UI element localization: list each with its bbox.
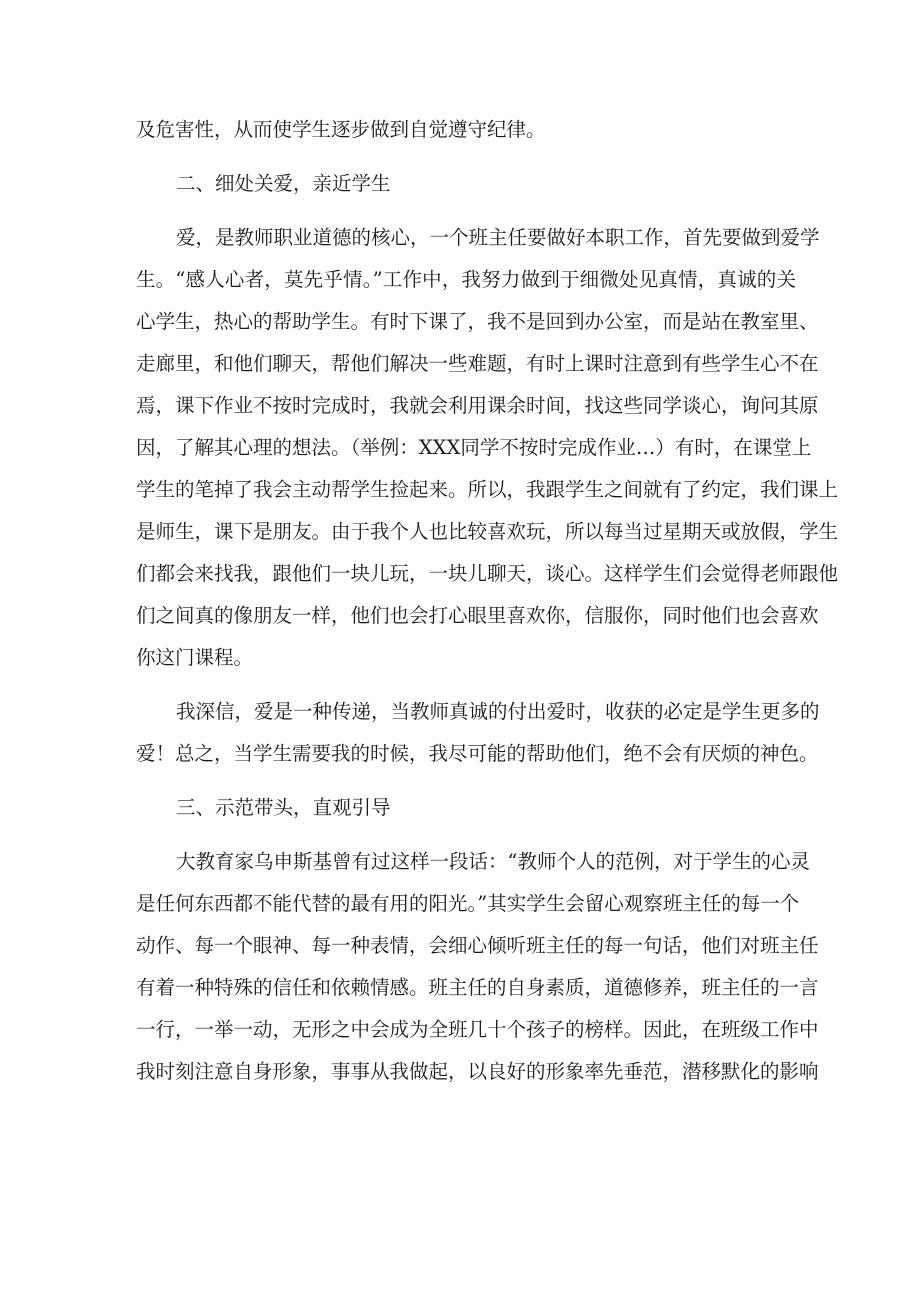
section-heading: 三、示范带头，直观引导 (176, 796, 391, 819)
paragraph-line: 心学生，热心的帮助学生。有时下课了，我不是回到办公室，而是站在教室里、 (136, 310, 819, 333)
paragraph-line: 学生的笔掉了我会主动帮学生捡起来。所以，我跟学生之间就有了约定，我们课上 (136, 478, 839, 501)
paragraph-line: 生。“感人心者，莫先乎情。”工作中，我努力做到于细微处见真情，真诚的关 (136, 268, 796, 291)
paragraph-line: 是师生，课下是朋友。由于我个人也比较喜欢玩，所以每当过星期天或放假，学生 (136, 520, 839, 543)
paragraph-line: 有着一种特殊的信任和依赖情感。班主任的自身素质，道德修养，班主任的一言 (136, 976, 819, 999)
paragraph-line: 爱！总之，当学生需要我的时候，我尽可能的帮助他们，绝不会有厌烦的神色。 (136, 742, 819, 765)
paragraph-line: 爱，是教师职业道德的核心，一个班主任要做好本职工作，首先要做到爱学 (176, 226, 820, 249)
paragraph-line: 大教育家乌申斯基曾有过这样一段话：“教师个人的范例，对于学生的心灵 (176, 850, 810, 873)
paragraph-line: 我深信，爱是一种传递，当教师真诚的付出爱时，收获的必定是学生更多的 (176, 700, 820, 723)
paragraph-line: 你这门课程。 (136, 646, 254, 669)
paragraph-line: 我时刻注意自身形象，事事从我做起，以良好的形象率先垂范，潜移默化的影响 (136, 1060, 819, 1083)
paragraph-line: 及危害性，从而使学生逐步做到自觉遵守纪律。 (136, 118, 546, 141)
paragraph-line: 们都会来找我，跟他们一块儿玩，一块儿聊天，谈心。这样学生们会觉得老师跟他 (136, 562, 839, 585)
paragraph-line: 一行，一举一动，无形之中会成为全班几十个孩子的榜样。因此，在班级工作中 (136, 1018, 819, 1041)
section-heading: 二、细处关爱，亲近学生 (176, 172, 391, 195)
paragraph-line: 们之间真的像朋友一样，他们也会打心眼里喜欢你，信服你，同时他们也会喜欢 (136, 604, 819, 627)
paragraph-line: 因，了解其心理的想法。（举例：XXX同学不按时完成作业…）有时，在课堂上 (136, 436, 812, 459)
paragraph-line: 动作、每一个眼神、每一种表情，会细心倾听班主任的每一句话，他们对班主任 (136, 934, 819, 957)
paragraph-line: 走廊里，和他们聊天，帮他们解决一些难题，有时上课时注意到有些学生心不在 (136, 352, 819, 375)
paragraph-line: 是任何东西都不能代替的最有用的阳光。”其实学生会留心观察班主任的每一个 (136, 892, 800, 915)
paragraph-line: 焉，课下作业不按时完成时，我就会利用课余时间，找这些同学谈心，询问其原 (136, 394, 819, 417)
